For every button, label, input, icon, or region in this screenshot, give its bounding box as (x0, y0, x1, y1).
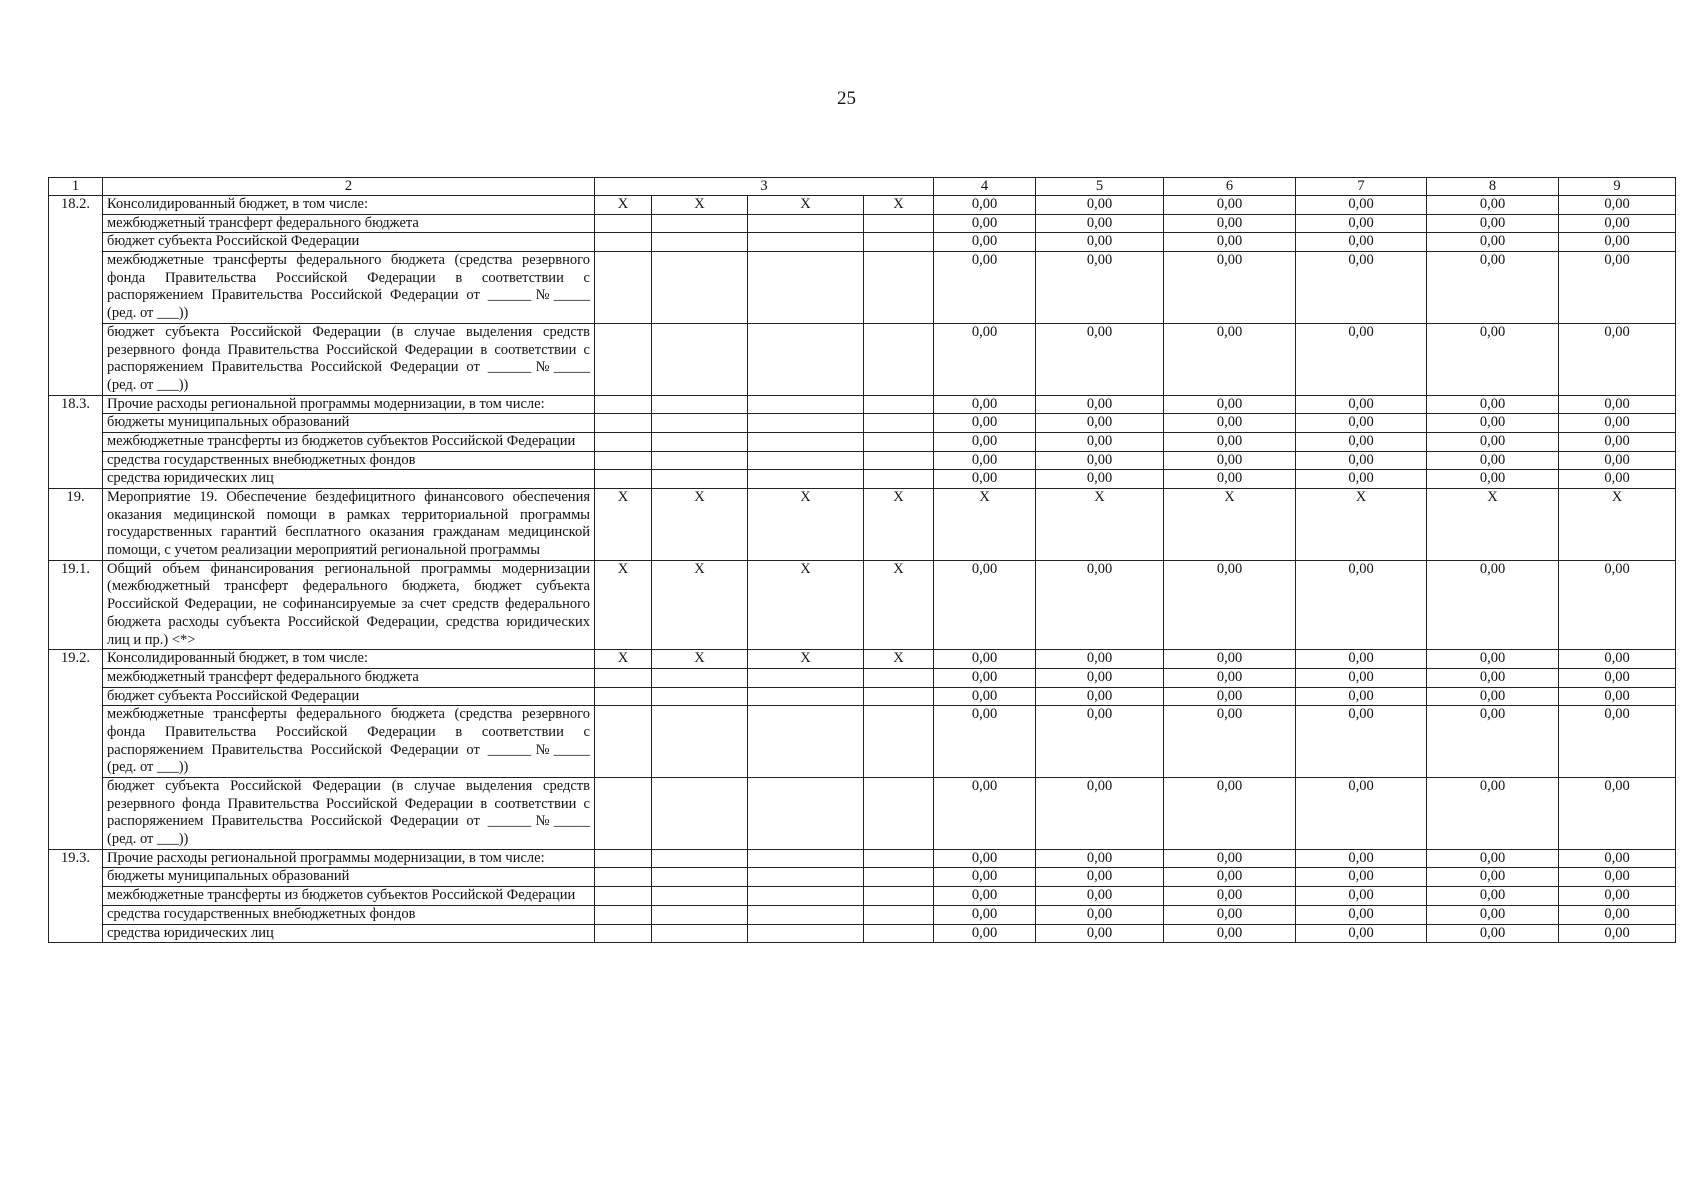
value-cell: 0,00 (1296, 924, 1427, 943)
value-cell: 0,00 (1296, 414, 1427, 433)
header-cell: 9 (1559, 178, 1676, 196)
value-cell: 0,00 (1427, 470, 1559, 489)
mark-cell (864, 451, 934, 470)
row-number: 18.2. (49, 196, 103, 396)
value-cell: 0,00 (934, 252, 1036, 324)
value-cell: 0,00 (1164, 778, 1296, 850)
mark-cell (595, 432, 652, 451)
table-row (49, 560, 1676, 649)
mark-cell (652, 924, 748, 943)
mark-cell: X (595, 560, 652, 649)
value-cell: 0,00 (1036, 451, 1164, 470)
value-cell: 0,00 (1427, 778, 1559, 850)
value-cell: 0,00 (1036, 323, 1164, 395)
value-cell: 0,00 (1036, 196, 1164, 215)
value-cell: 0,00 (1427, 687, 1559, 706)
mark-cell (748, 414, 864, 433)
row-description: Консолидированный бюджет, в том числе: (103, 196, 595, 215)
row-description: средства юридических лиц (103, 470, 595, 489)
mark-cell (864, 905, 934, 924)
row-description: Консолидированный бюджет, в том числе: (103, 650, 595, 669)
mark-cell (864, 252, 934, 324)
value-cell: 0,00 (1036, 868, 1164, 887)
mark-cell (652, 905, 748, 924)
value-cell: 0,00 (1164, 849, 1296, 868)
mark-cell (652, 432, 748, 451)
value-cell: 0,00 (1427, 252, 1559, 324)
value-cell: 0,00 (1036, 470, 1164, 489)
mark-cell (652, 706, 748, 778)
row-description: бюджет субъекта Российской Федерации (в случае выделения средств резервного фонда Правительства Российской Федерации в соответствии с распоряжением Правительства Российской Федерации от ______№_____ (ред. от ___)) (103, 778, 595, 850)
table-row (49, 395, 1676, 414)
mark-cell (864, 668, 934, 687)
row-description: межбюджетные трансферты из бюджетов субъектов Российской Федерации (103, 887, 595, 906)
header-cell: 2 (103, 178, 595, 196)
value-cell: 0,00 (1164, 650, 1296, 669)
row-description: бюджеты муниципальных образований (103, 868, 595, 887)
mark-cell: X (748, 560, 864, 649)
value-cell: 0,00 (934, 470, 1036, 489)
header-cell: 1 (49, 178, 103, 196)
value-cell: 0,00 (1164, 470, 1296, 489)
row-description: Прочие расходы региональной программы модернизации, в том числе: (103, 849, 595, 868)
header-cell: 7 (1296, 178, 1427, 196)
value-cell: 0,00 (934, 196, 1036, 215)
table-row (49, 887, 1676, 906)
mark-cell (864, 868, 934, 887)
value-cell: 0,00 (1164, 868, 1296, 887)
value-cell: 0,00 (1296, 432, 1427, 451)
mark-cell: X (652, 489, 748, 561)
table-row (49, 432, 1676, 451)
table-row (49, 687, 1676, 706)
mark-cell: X (864, 560, 934, 649)
table-row (49, 668, 1676, 687)
value-cell: 0,00 (1164, 395, 1296, 414)
mark-cell (864, 706, 934, 778)
value-cell: X (1164, 489, 1296, 561)
mark-cell (748, 905, 864, 924)
budget-table (48, 177, 1676, 943)
mark-cell: X (748, 650, 864, 669)
mark-cell (652, 214, 748, 233)
table-row (49, 252, 1676, 324)
value-cell: 0,00 (934, 778, 1036, 850)
mark-cell (595, 414, 652, 433)
mark-cell (864, 687, 934, 706)
row-description: межбюджетные трансферты федерального бюджета (средства резервного фонда Правительства Российской Федерации в соответствии с распоряжением Правительства Российской Федерации от ______№_____ (ред. от ___)) (103, 252, 595, 324)
value-cell: 0,00 (1164, 233, 1296, 252)
value-cell: 0,00 (1427, 905, 1559, 924)
value-cell: 0,00 (1036, 924, 1164, 943)
mark-cell: X (748, 196, 864, 215)
table-row (49, 868, 1676, 887)
value-cell: 0,00 (1164, 451, 1296, 470)
table-row (49, 849, 1676, 868)
mark-cell (595, 905, 652, 924)
mark-cell: X (652, 560, 748, 649)
mark-cell (864, 470, 934, 489)
mark-cell (652, 778, 748, 850)
value-cell: 0,00 (1427, 868, 1559, 887)
value-cell: 0,00 (1296, 905, 1427, 924)
value-cell: 0,00 (934, 560, 1036, 649)
value-cell: 0,00 (1296, 395, 1427, 414)
mark-cell (652, 668, 748, 687)
mark-cell (748, 432, 864, 451)
value-cell: 0,00 (1427, 233, 1559, 252)
value-cell: 0,00 (1559, 395, 1676, 414)
value-cell: 0,00 (1164, 687, 1296, 706)
value-cell: 0,00 (1036, 887, 1164, 906)
page-number: 25 (837, 88, 856, 109)
value-cell: 0,00 (1296, 214, 1427, 233)
value-cell: 0,00 (1427, 650, 1559, 669)
value-cell: 0,00 (1296, 849, 1427, 868)
mark-cell: X (652, 650, 748, 669)
value-cell: 0,00 (1427, 196, 1559, 215)
mark-cell: X (595, 650, 652, 669)
value-cell: 0,00 (1036, 778, 1164, 850)
value-cell: 0,00 (1296, 778, 1427, 850)
mark-cell (595, 868, 652, 887)
value-cell: 0,00 (1296, 668, 1427, 687)
value-cell: 0,00 (1559, 214, 1676, 233)
mark-cell: X (748, 489, 864, 561)
table-row (49, 233, 1676, 252)
table-body (49, 196, 1676, 943)
value-cell: 0,00 (1427, 432, 1559, 451)
mark-cell (652, 414, 748, 433)
table-row (49, 778, 1676, 850)
mark-cell (595, 687, 652, 706)
row-description: межбюджетные трансферты федерального бюджета (средства резервного фонда Правительства Российской Федерации в соответствии с распоряжением Правительства Российской Федерации от ______№_____ (ред. от ___)) (103, 706, 595, 778)
row-description: межбюджетный трансферт федерального бюджета (103, 668, 595, 687)
value-cell: 0,00 (1559, 432, 1676, 451)
value-cell: 0,00 (1559, 451, 1676, 470)
value-cell: 0,00 (1164, 252, 1296, 324)
value-cell: 0,00 (1427, 395, 1559, 414)
mark-cell (748, 470, 864, 489)
value-cell: 0,00 (1559, 905, 1676, 924)
value-cell: 0,00 (1559, 687, 1676, 706)
header-row (49, 178, 1676, 196)
value-cell: 0,00 (934, 451, 1036, 470)
row-description: средства юридических лиц (103, 924, 595, 943)
value-cell: 0,00 (1164, 214, 1296, 233)
value-cell: 0,00 (1164, 196, 1296, 215)
value-cell: X (934, 489, 1036, 561)
value-cell: 0,00 (1164, 668, 1296, 687)
value-cell: 0,00 (1427, 414, 1559, 433)
mark-cell (748, 778, 864, 850)
value-cell: 0,00 (934, 323, 1036, 395)
row-description: Прочие расходы региональной программы модернизации, в том числе: (103, 395, 595, 414)
mark-cell (595, 887, 652, 906)
mark-cell (595, 924, 652, 943)
header-cell: 3 (595, 178, 934, 196)
table-row (49, 451, 1676, 470)
value-cell: 0,00 (1427, 214, 1559, 233)
value-cell: 0,00 (934, 924, 1036, 943)
header-cell: 4 (934, 178, 1036, 196)
value-cell: 0,00 (1296, 687, 1427, 706)
value-cell: 0,00 (1559, 252, 1676, 324)
header-cell: 6 (1164, 178, 1296, 196)
mark-cell: X (864, 489, 934, 561)
value-cell: 0,00 (1559, 650, 1676, 669)
mark-cell (864, 849, 934, 868)
value-cell: 0,00 (934, 706, 1036, 778)
mark-cell (748, 451, 864, 470)
value-cell: 0,00 (1427, 706, 1559, 778)
value-cell: 0,00 (1164, 414, 1296, 433)
value-cell: 0,00 (1164, 432, 1296, 451)
row-description: Мероприятие 19. Обеспечение бездефицитного финансового обеспечения оказания медицинской помощи в рамках территориальной программы государственных гарантий бесплатного оказания гражданам медицинской помощи, с учетом реализации мероприятий региональной программы (103, 489, 595, 561)
value-cell: 0,00 (1164, 887, 1296, 906)
value-cell: 0,00 (934, 687, 1036, 706)
value-cell: 0,00 (1427, 924, 1559, 943)
value-cell: 0,00 (1296, 323, 1427, 395)
value-cell: 0,00 (1036, 395, 1164, 414)
mark-cell (595, 470, 652, 489)
value-cell: X (1036, 489, 1164, 561)
value-cell: 0,00 (1559, 887, 1676, 906)
table-row (49, 489, 1676, 561)
value-cell: 0,00 (1296, 470, 1427, 489)
value-cell: 0,00 (934, 905, 1036, 924)
value-cell: 0,00 (1559, 323, 1676, 395)
mark-cell (652, 451, 748, 470)
value-cell: 0,00 (1036, 432, 1164, 451)
value-cell: 0,00 (934, 214, 1036, 233)
value-cell: 0,00 (1036, 849, 1164, 868)
mark-cell (864, 414, 934, 433)
row-description: межбюджетные трансферты из бюджетов субъектов Российской Федерации (103, 432, 595, 451)
value-cell: X (1427, 489, 1559, 561)
value-cell: 0,00 (1036, 560, 1164, 649)
value-cell: 0,00 (1036, 214, 1164, 233)
table-row (49, 924, 1676, 943)
value-cell: 0,00 (1164, 706, 1296, 778)
value-cell: 0,00 (1036, 252, 1164, 324)
mark-cell (652, 470, 748, 489)
row-description: средства государственных внебюджетных фондов (103, 905, 595, 924)
mark-cell (748, 687, 864, 706)
value-cell: 0,00 (1559, 414, 1676, 433)
header-cell: 5 (1036, 178, 1164, 196)
row-number: 19. (49, 489, 103, 561)
mark-cell (595, 252, 652, 324)
mark-cell (748, 668, 864, 687)
mark-cell: X (652, 196, 748, 215)
value-cell: 0,00 (1559, 668, 1676, 687)
mark-cell (748, 395, 864, 414)
mark-cell (595, 233, 652, 252)
row-description: средства государственных внебюджетных фондов (103, 451, 595, 470)
value-cell: 0,00 (1164, 323, 1296, 395)
value-cell: 0,00 (1427, 560, 1559, 649)
mark-cell: X (595, 196, 652, 215)
value-cell: X (1296, 489, 1427, 561)
mark-cell (652, 252, 748, 324)
row-number: 19.2. (49, 650, 103, 850)
value-cell: 0,00 (1427, 323, 1559, 395)
mark-cell (748, 233, 864, 252)
table-row (49, 196, 1676, 215)
mark-cell (652, 395, 748, 414)
mark-cell (748, 887, 864, 906)
value-cell: 0,00 (1427, 849, 1559, 868)
mark-cell (864, 395, 934, 414)
row-description: межбюджетный трансферт федерального бюджета (103, 214, 595, 233)
value-cell: 0,00 (934, 233, 1036, 252)
value-cell: 0,00 (1559, 706, 1676, 778)
value-cell: 0,00 (1036, 668, 1164, 687)
value-cell: 0,00 (1296, 196, 1427, 215)
value-cell: 0,00 (1559, 560, 1676, 649)
mark-cell (748, 252, 864, 324)
mark-cell (595, 214, 652, 233)
table-row (49, 414, 1676, 433)
table-row (49, 905, 1676, 924)
mark-cell (652, 687, 748, 706)
value-cell: 0,00 (1296, 252, 1427, 324)
value-cell: 0,00 (934, 668, 1036, 687)
value-cell: 0,00 (1036, 414, 1164, 433)
mark-cell (595, 395, 652, 414)
row-number: 19.3. (49, 849, 103, 942)
row-description: бюджет субъекта Российской Федерации (103, 687, 595, 706)
value-cell: 0,00 (934, 395, 1036, 414)
value-cell: 0,00 (1559, 470, 1676, 489)
mark-cell (595, 668, 652, 687)
value-cell: 0,00 (1036, 706, 1164, 778)
value-cell: 0,00 (1296, 233, 1427, 252)
value-cell: 0,00 (1559, 849, 1676, 868)
value-cell: 0,00 (934, 650, 1036, 669)
mark-cell (652, 887, 748, 906)
row-description: бюджеты муниципальных образований (103, 414, 595, 433)
row-number: 19.1. (49, 560, 103, 649)
value-cell: 0,00 (934, 432, 1036, 451)
mark-cell (595, 706, 652, 778)
value-cell: X (1559, 489, 1676, 561)
value-cell: 0,00 (1296, 706, 1427, 778)
mark-cell (748, 706, 864, 778)
table-row (49, 470, 1676, 489)
mark-cell (748, 323, 864, 395)
value-cell: 0,00 (1164, 924, 1296, 943)
value-cell: 0,00 (934, 849, 1036, 868)
value-cell: 0,00 (1296, 650, 1427, 669)
value-cell: 0,00 (1559, 778, 1676, 850)
table-row (49, 706, 1676, 778)
value-cell: 0,00 (1427, 668, 1559, 687)
mark-cell (595, 849, 652, 868)
value-cell: 0,00 (1296, 868, 1427, 887)
value-cell: 0,00 (934, 414, 1036, 433)
table-row (49, 650, 1676, 669)
value-cell: 0,00 (1559, 196, 1676, 215)
mark-cell (748, 924, 864, 943)
value-cell: 0,00 (1427, 451, 1559, 470)
mark-cell: X (864, 196, 934, 215)
value-cell: 0,00 (1036, 905, 1164, 924)
mark-cell (864, 924, 934, 943)
mark-cell (652, 849, 748, 868)
mark-cell (864, 323, 934, 395)
mark-cell: X (595, 489, 652, 561)
mark-cell (595, 778, 652, 850)
mark-cell (652, 323, 748, 395)
table-row (49, 214, 1676, 233)
mark-cell: X (864, 650, 934, 669)
row-description: бюджет субъекта Российской Федерации (в случае выделения средств резервного фонда Правительства Российской Федерации в соответствии с распоряжением Правительства Российской Федерации от ______№_____ (ред. от ___)) (103, 323, 595, 395)
mark-cell (864, 233, 934, 252)
mark-cell (595, 323, 652, 395)
value-cell: 0,00 (1296, 887, 1427, 906)
value-cell: 0,00 (934, 868, 1036, 887)
mark-cell (652, 868, 748, 887)
mark-cell (595, 451, 652, 470)
row-description: бюджет субъекта Российской Федерации (103, 233, 595, 252)
value-cell: 0,00 (1036, 687, 1164, 706)
mark-cell (864, 887, 934, 906)
mark-cell (748, 214, 864, 233)
value-cell: 0,00 (1164, 905, 1296, 924)
value-cell: 0,00 (1559, 924, 1676, 943)
mark-cell (748, 849, 864, 868)
row-description: Общий объем финансирования региональной программы модернизации (межбюджетный трансферт федерального бюджета, бюджет субъекта Российской Федерации, не софинансируемые за счет средств федерального бюджета расходы субъекта Российской Федерации, средства юридических лиц и пр.) <*> (103, 560, 595, 649)
value-cell: 0,00 (1036, 233, 1164, 252)
value-cell: 0,00 (934, 887, 1036, 906)
value-cell: 0,00 (1296, 451, 1427, 470)
value-cell: 0,00 (1427, 887, 1559, 906)
row-number: 18.3. (49, 395, 103, 488)
table-row (49, 323, 1676, 395)
mark-cell (748, 868, 864, 887)
header-cell: 8 (1427, 178, 1559, 196)
value-cell: 0,00 (1559, 868, 1676, 887)
value-cell: 0,00 (1164, 560, 1296, 649)
mark-cell (652, 233, 748, 252)
value-cell: 0,00 (1036, 650, 1164, 669)
value-cell: 0,00 (1559, 233, 1676, 252)
mark-cell (864, 778, 934, 850)
mark-cell (864, 214, 934, 233)
mark-cell (864, 432, 934, 451)
value-cell: 0,00 (1296, 560, 1427, 649)
